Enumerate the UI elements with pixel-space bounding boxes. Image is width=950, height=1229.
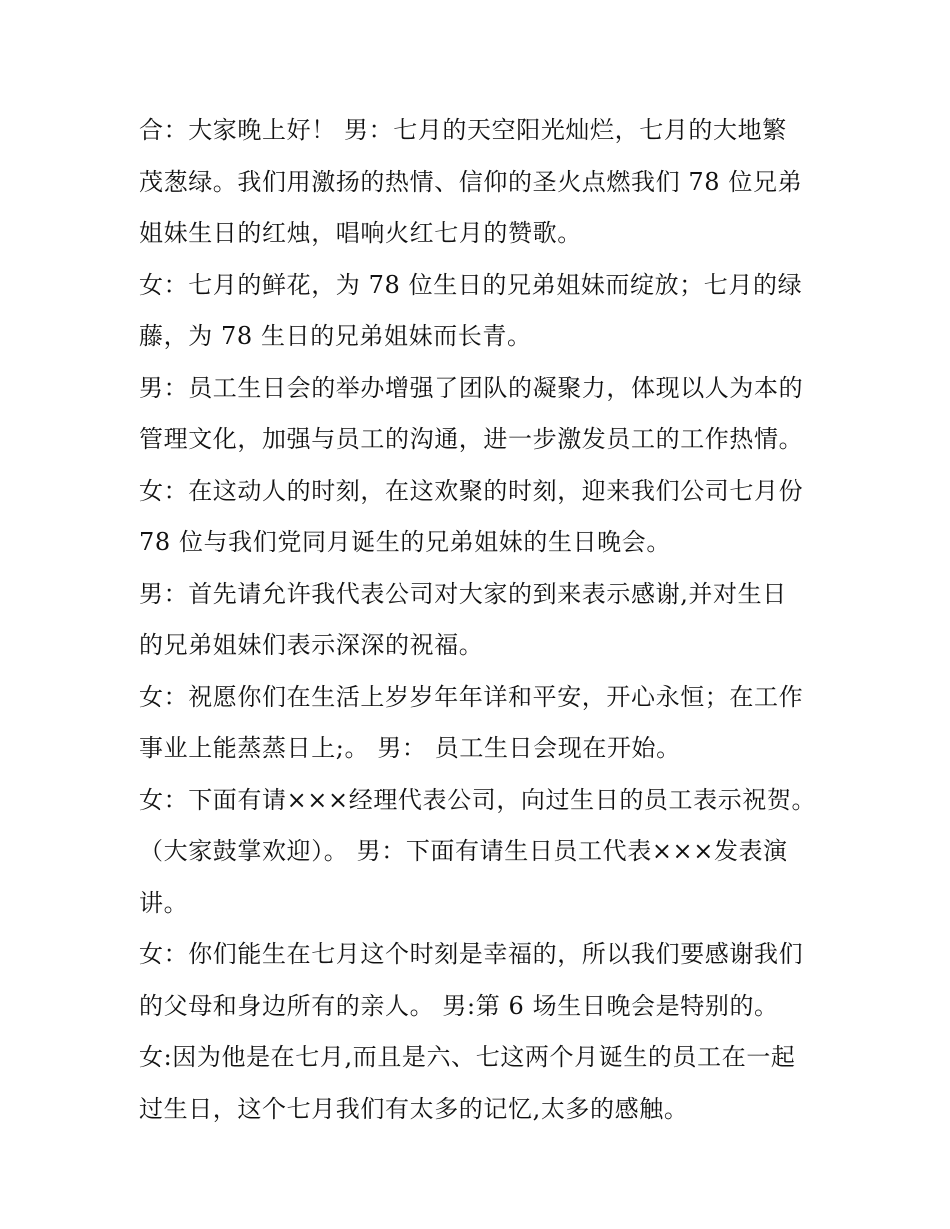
text-line: 男：员工生日会的举办增强了团队的凝聚力，体现以人为本的	[139, 373, 804, 402]
text-line: 女:因为他是在七月,而且是六、七这两个月诞生的员工在一起	[139, 1043, 796, 1071]
text-line: 管理文化，加强与员工的沟通，进一步激发员工的工作热情。	[139, 425, 804, 453]
text-line: 78 位与我们党同月诞生的兄弟姐妹的生日晚会。	[139, 528, 671, 556]
text-line: 过生日，这个七月我们有太多的记忆,太多的感触。	[139, 1094, 689, 1123]
text-line: 的父母和身边所有的亲人。 男:第 6 场生日晚会是特别的。	[139, 991, 779, 1020]
text-line: 的兄弟姐妹们表示深深的祝福。	[139, 631, 484, 659]
text-line: 女：下面有请×××经理代表公司，向过生日的员工表示祝贺。	[139, 785, 817, 814]
text-line: （大家鼓掌欢迎）。 男：下面有请生日员工代表×××发表演	[139, 837, 788, 865]
text-line: 女：祝愿你们在生活上岁岁年年详和平安，开心永恒；在工作	[139, 682, 804, 711]
text-line: 姐妹生日的红烛，唱响火红七月的赞歌。	[139, 219, 582, 247]
text-line: 合：大家晚上好！ 男：七月的天空阳光灿烂，七月的大地繁	[139, 116, 787, 144]
text-line: 茂葱绿。我们用激扬的热情、信仰的圣火点燃我们 78 位兄弟	[139, 167, 803, 196]
text-line: 男：首先请允许我代表公司对大家的到来表示感谢,并对生日	[139, 579, 787, 608]
text-line: 女：七月的鲜花，为 78 位生日的兄弟姐妹而绽放；七月的绿	[139, 270, 803, 299]
text-line: 藤，为 78 生日的兄弟姐妹而长青。	[139, 322, 532, 350]
document-body	[139, 110, 819, 1140]
text-line: 女：你们能生在七月这个时刻是幸福的，所以我们要感谢我们	[139, 940, 804, 968]
text-line: 讲。	[139, 888, 189, 917]
text-line: 女：在这动人的时刻，在这欢聚的时刻，迎来我们公司七月份	[139, 476, 804, 505]
text-line: 事业上能蒸蒸日上;。 男： 员工生日会现在开始。	[139, 734, 681, 762]
